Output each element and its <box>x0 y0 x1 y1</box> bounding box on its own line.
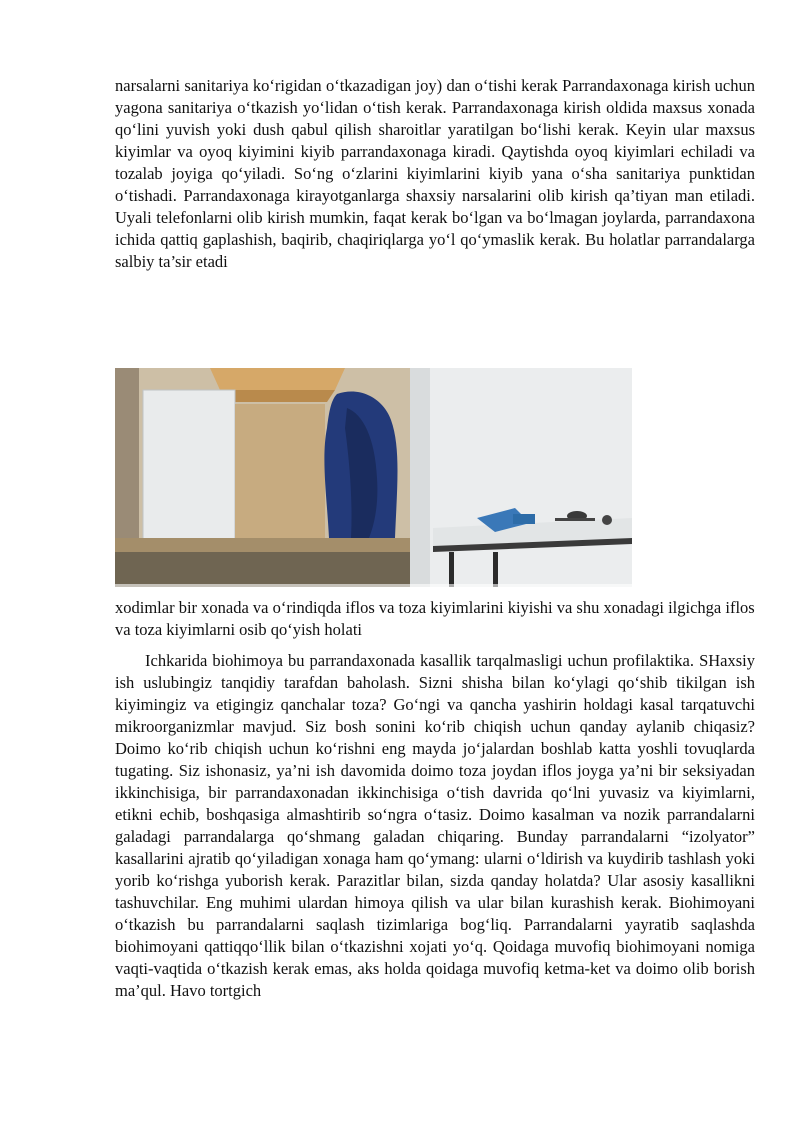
changing-room-photo <box>115 368 632 587</box>
figure-caption: xodimlar bir xonada va o‘rindiqda iflos va toza kiyimlarini kiyishi va shu xonadagi ilgichga iflos va toza kiyimlarni osib qo‘yish holati <box>115 598 755 639</box>
paragraph-2: Ichkarida biohimoya bu parrandaxonada kasallik tarqalmasligi uchun profilaktika. SHaxsiy ish uslubingiz tanqidiy tarafdan baholash. Sizni shisha bilan ko‘ylagi qo‘shib tikilgan ish kiyimingiz va etigingiz qanchalar toza? Go‘ngi va qancha yashirin holdagi kasal tarqatuvchi mikroorganizmlar mavjud. Siz bosh sonini ko‘rib chiqish uchun qanday aylanib chiqasiz? Doimo ko‘rib chiqish uchun ko‘rishni eng mayda jo‘jalardan boshlab katta yoshli tovuqlarda tugating. Siz ishonasiz, ya’ni ish davomida doimo toza joydan iflos joyga ya’ni bir seksiyadan ikkinchisiga, bir parrandaxonadan ikkinchisiga o‘tish davrida qo‘lni yuvasiz va kiyimlarni, etikni echib, boshqasiga almashtirib so‘ngra o‘tasiz. Doimo kasalman va nozik parrandalarni galadagi parrandalarga qo‘shmang galadan chiqaring. Bunday parrandalarni “izolyator” kasallarini ajratib qo‘yiladigan xonaga ham qo‘ymang: ularni o‘ldirish va kuydirib tashlash yoki yorib ko‘rishga yuborish kerak. Parazitlar bilan, sizda qanday holatda? Ular asosiy kasallikni tashuvchilar. Eng muhimi ulardan himoya qilish va ular bilan kurashish kerak. Biohimoyani o‘tkazish bu parrandalarni saqlash tizimlariga bog‘liq. Parrandalarni yayratib saqlashda biohimoyani qattiqqo‘llik bilan o‘tkazishni xojati yo‘q. Qoidaga muvofiq biohimoyani nomiga vaqti-vaqtida o‘tkazish kerak emas, aks holda qoidaga muvofiq ketma-ket va doimo olib borish ma’qul. Havo tortgich <box>115 651 755 1000</box>
paragraph-1: narsalarni sanitariya ko‘rigidan o‘tkazadigan joy) dan o‘tishi kerak Parrandaxonaga kirish uchun yagona sanitariya o‘tkazish yo‘lidan o‘tish kerak. Parrandaxonaga kirish oldida maxsus xonada qo‘lini yuvish yoki dush qabul qilish sharoitlar yaratilgan bo‘lishi kerak. Keyin ular maxsus kiyimlar va oyoq kiyimini kiyib parrandaxonaga kiradi. Qaytishda oyoq kiyimlari echiladi va tozalab joyiga qo‘yiladi. So‘ng o‘zlarini kiyimlarini kiyib yana o‘sha sanitariya punktidan o‘tishadi. Parrandaxonaga kirayotganlarga shaxsiy narsalarini olib kirish qa’tiyan man etiladi. Uyali telefonlarni olib kirish mumkin, faqat kerak bo‘lgan va bo‘lmagan joylarda, parrandaxona ichida qattiq gaplashish, baqirib, chaqiriqlarga yo‘l qo‘ymaslik kerak. Bu holatlar parrandalarga salbiy ta’sir etadi <box>115 76 755 271</box>
